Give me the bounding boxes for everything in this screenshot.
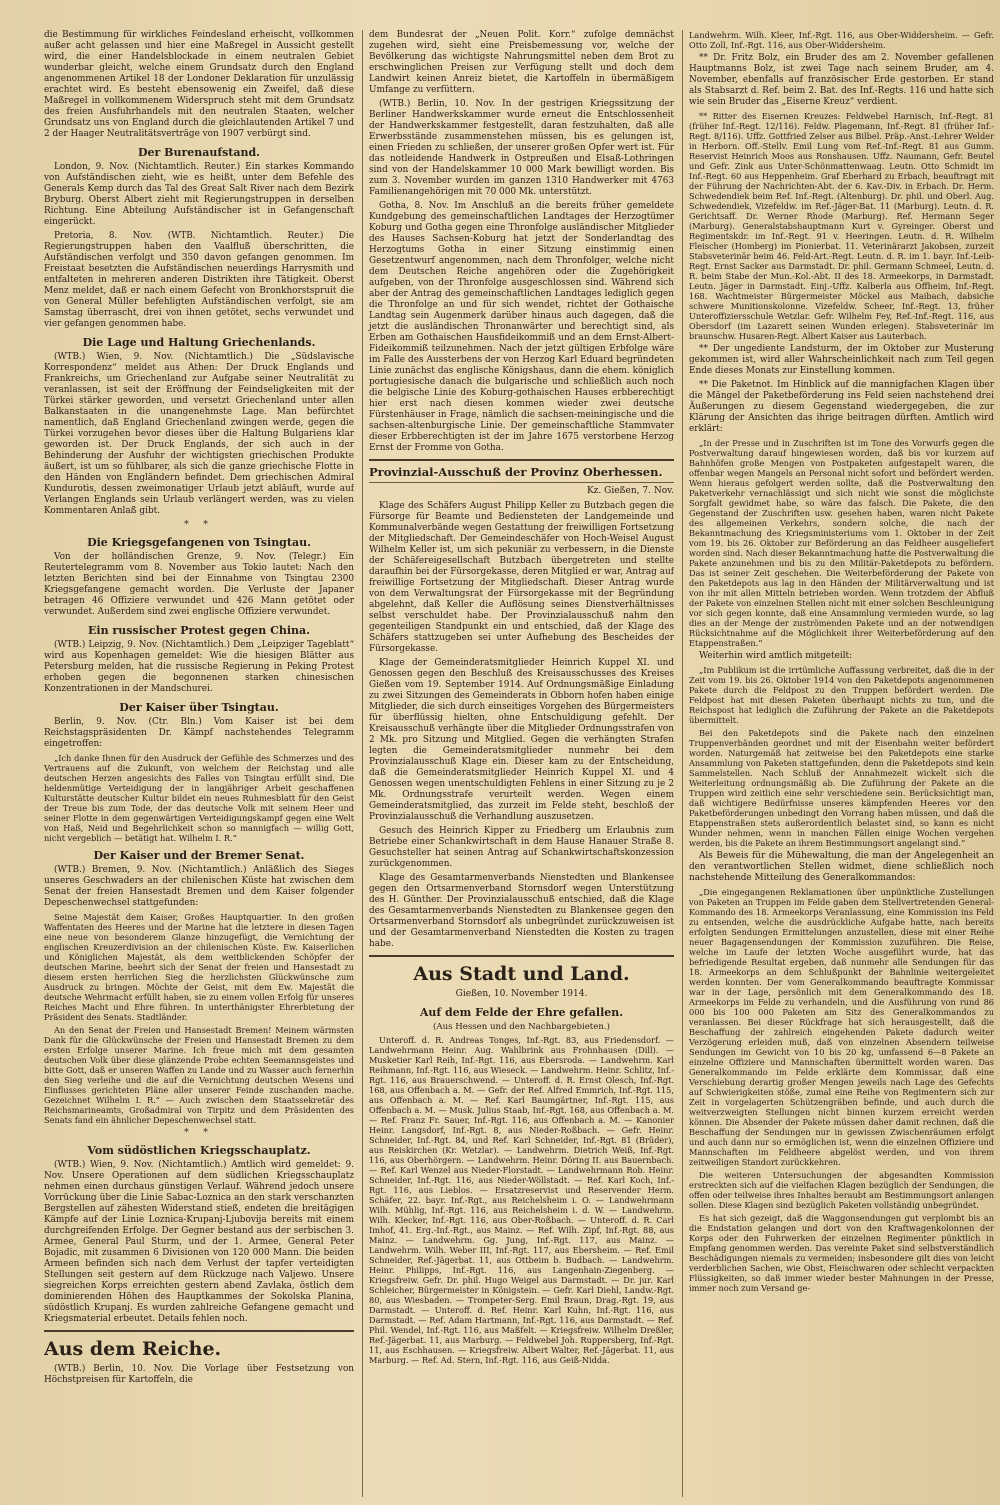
article-paragraph: (WTB.) Wien, 9. Nov. (Nichtamtlich.) Die „Südslavische Korrespondenz“ meldet aus Athen: Der Druck Englands und Frankreichs, um Griechenland zur Aufgabe seiner Neutralität zu veranlassen, ist seit der Eröffnung der Feindseligkeiten mit der Türkei stärker geworden, und versetzt Griechenland unter allen Balkanstaaten in die unangenehmste Lage. Man befürchtet namentlich, daß England Griechenland zwingen werde, gegen die Türkei vorzugehen bevor dieses über die Haltung Bulgariens klar geworden ist. Der Druck Englands, der sich auch in der Behinderung der Ausfuhr der wichtigsten griechischen Produkte äußert, ist um so fühlbarer, als sich die ganze griechische Flotte in den Händen von Engländern befindet. Dem griechischen Admiral Kundurotis, dessen zweimonatiger Urlaub jetzt abläuft, wurde auf Verlangen Englands sein Urlaub verlängert werden, was zu vielen Kommentaren Anlaß gibt. — [44, 352, 354, 516]
dateline: Gießen, 10. November 1914. — [455, 989, 588, 999]
article-paragraph: ** Dr. Fritz Bolz, ein Bruder des am 2. November gefallenen Hauptmanns Bolz, ist zwei Tage nach seinem Bruder, am 4. November, ebenfalls auf französischer Erde gestorben. Er stand als Stabsarzt d. Ref. beim 2. Bat. des Inf.-Regts. 116 und hatte sich wie sein Bruder das „Eiserne Kreuz“ verdient. — [689, 53, 994, 107]
article-paragraph: (WTB.) Wien, 9. Nov. (Nichtamtlich.) Amtlich wird gemeldet: 9. Nov. Unsere Operationen auf dem südlichen Kriegsschauplatz nehmen einen durchaus günstigen Verlauf. Während jedoch unsere Vorrückung über die Linie Sabac-Loznica an den stark verschanzten Bergstellen auf zähesten Widerstand stieß, endeten die breitägigen Kämpfe auf der Linie Loznica-Krupanj-Ljubovija bereits mit einem durchgreifenden Erfolge. Der Gegner bestand aus der serbischen 3. Armee, General Paul Sturm, und der 1. Armee, General Peter Bojadic, mit zusammen 6 Divisionen von 120 000 Mann. Die beiden Armeen befinden sich nach dem Verlust der tapfer verteidigten Stellungen seit gestern auf dem Rückzuge nach Valjewo. Unsere siegreichen Korps erreichten gestern abend Zavlaka, östlich dem dominierenden Höhen des Hauptkammes der Sokolska Planina, südöstlich Krupanj. Es wurden zahlreiche Gefangene gemacht und Kriegsmaterial erbeutet. Details fehlen noch. — [44, 1160, 354, 1324]
quoted-text: Die weiteren Untersuchungen der abgesandten Kommission erstreckten sich auf die vielfachen Klagen bezüglich der Sendungen, die offen oder teilweise ihres Inhaltes beraubt am Bestimmungsort anlangen sollen. Diese Klagen sind bezüglich Paketen vollständig unbegründet. — [689, 1170, 994, 1210]
telegram-text: An den Senat der Freien und Hansestadt Bremen! Meinem wärmsten Dank für die Glückwünsche der Freien und Hansestadt Bremen zu dem ersten Erfolge unserer Marine. Ich freue mich mit dem gesamten deutschen Volk über diese glänzende Probe echten Seemannsgeistes und bitte Gott, daß er unseren Waffen zu Lande und zu Wasser auch fernerhin den Sieg verleihe und die auf die Vernichtung deutschen Wesens und Einflusses gerichteten Pläne aller unserer Feinde zuschanden mache. Gezeichnet Wilhelm I. R.“ — Auch zwischen dem Staatssekretär des Reichsmarineamts, Großadmiral von Tirpitz und dem Präsidenten des Senats fand ein ähnlicher Depeschenwechsel statt. — [44, 1025, 354, 1125]
section-rule — [369, 459, 674, 461]
article-paragraph: Von der holländischen Grenze, 9. Nov. (Telegr.) Ein Reutertelegramm vom 8. November aus Tokio lautet: Nach den letzten Berichten sind bei der Einnahme von Tsingtau 2300 Kriegsgefangene gemacht worden. Die Verluste der Japaner betragen 46 Offiziere verwundet und 426 Mann getötet oder verwundet. Außerdem sind zwei englische Offiziere verwundet. — [44, 552, 354, 617]
quoted-text: Bei den Paketdepots sind die Pakete nach den einzelnen Truppenverbänden geordnet und mit der Eisenbahn weiter befördert worden. Naturgemäß hat zeitweise bei den Paketdepots eine starke Ansammlung von Paketen stattgefunden, denn die Paketdepots sind kein Sammelstellen. Nach Schluß der Annahmezeit wickelt sich die Weiterleitung ordnungsmäßig ab. Die Zuführung der Pakete an die Truppen wird zeitlich eine sehr verschiedene sein. Berücksichtigt man, daß wichtigere Bedürfnisse unseres kämpfenden Heeres vor den Paketbeförderungen unbedingt den Vorrang haben müssen, und daß die Etappenstraßen stets außerordentlich belastet sind, so kann es nicht Wunder nehmen, wenn in manchen Fällen einige Wochen vergehen werden, bis die Pakete an ihrem Bestimmungsort angelangt sind.“ — [689, 728, 994, 848]
article-paragraph: London, 9. Nov. (Nichtamtlich. Reuter.) Ein starkes Kommando von Aufständischen zieht, wie es heißt, unter dem Befehle des Generals Kemp durch das Tal des Great Salt River nach dem Bezirk Bryburg. Oberst Albert zieht mit Regierungstruppen in derselben Richtung. Eine Abteilung Aufständischer ist in Gefangenschaft eingerückt. — [44, 162, 354, 227]
headline-suedoestlich: Vom südöstlichen Kriegsschauplatz. — [87, 1144, 311, 1157]
headline-kaiser-tsingtau: Der Kaiser über Tsingtau. — [119, 701, 279, 714]
casualty-list: Landwehrm. Wilh. Kleer, Inf.-Rgt. 116, aus Ober-Widdersheim. — Gefr. Otto Zoll, Inf.-Rgt. 116, aus Ober-Widdersheim. — [689, 30, 994, 50]
article-paragraph: Gesuch des Heinrich Kipper zu Friedberg um Erlaubnis zum Betriebe einer Schankwirtschaft in dem Hause Hanauer Straße 8. Gesuchsteller hat seinen Antrag auf Schankwirtschaftskonzession zurückgenommen. — [369, 826, 674, 869]
headline-bremer-senat: Der Kaiser und der Bremer Senat. — [93, 849, 305, 862]
article-paragraph: Pretoria, 8. Nov. (WTB. Nichtamtlich. Reuter.) Die Regierungstruppen haben den Vaalfluß überschritten, die Aufständischen verfolgt und 350 davon gefangen genommen. Im Freistaat besetzten die Aufständischen neuerdings Harrysmith und entfalteten in mehreren anderen Distrikten ihre Tätigkeit. Oberst Menz meldet, daß er nach einem Gefecht von Bronkhorstspruit die von General Müller befehligten Aufständischen verfolgt, sie am Samstag überrascht, drei von ihnen getötet, sechs verwundet und vier gefangen genommen habe. — [44, 231, 354, 329]
quoted-text: „In der Presse und in Zuschriften ist im Tone des Vorwurfs gegen die Postverwaltung darauf hingewiesen worden, daß bis vor kurzem auf Bahnhöfen große Mengen von Postpaketen aufgestapelt waren, die offenbar wegen Mangels an Personal nicht sofort und befördert werden. Wenn hieraus gefolgert werden sollte, daß die Postverwaltung den Paketverkehr vernachlässigt und sich nicht wie sonst die möglichste Sorgfalt gewidmet habe, so wäre das falsch. Die Pakete, die den Gegenstand der Zuschriften usw. gesehen haben, waren nicht Pakete des allgemeinen Verkehrs, sondern solche, die nach der Bekanntmachung des Kriegsministeriums vom 1. Oktober in der Zeit vom 19. bis 26. Oktober zur Beförderung an das Feldheer ausgeliefert worden sind. Nach dieser Bekanntmachung hatte die Postverwaltung die Pakete anzunehmen und bis zu den Militär-Paketdepots zu befördern. Das ist seiner Zeit geschehen. Die Weiterbeförderung der Pakete von den Paketdepots aus lag in den Händen der Militärverwaltung und ist von ihr mit allen Mitteln betrieben worden. Wenn trotzdem der Abfluß der Pakete von einzelnen Stellen nicht mit einer solchen Beschleunigung vor sich gegen konnte, daß eine Ansammlung vermieden wurde, so lag dies an der Menge der zuströmenden Pakete und an der notwendigen Rücksichtnahme auf die Möglichkeit ihrer Weiterbeförderung auf den Etappenstraßen.“ — [689, 438, 994, 648]
section-rule — [44, 1330, 354, 1332]
article-paragraph: (WTB.) Leipzig, 9. Nov. (Nichtamtlich.) Dem „Leipziger Tageblatt“ wird aus Kopenhagen gemeldet: Wie die hiesigen Blätter aus Petersburg melden, hat die russische Regierung in Peking Protest erhoben gegen die begonnenen starken chinesischen Konzentrationen in der Mandschurei. — [44, 640, 354, 694]
article-paragraph: Klage des Gesamtarmenverbands Nienstedten und Blankensee gegen den Ortsarmenverband Stornsdorf wegen Unterstützung des H. Günther. Der Provinzialausschuß entschied, daß die Klage des Gesamtarmenverbands Nienstedten zu Blankensee gegen den Ortsarmenverband Stornsdorf als unbegründet zurückzuweisen ist und der Gesamtarmenverband Nienstedten die Kosten zu tragen habe. — [369, 873, 674, 949]
telegram-text: Seine Majestät dem Kaiser, Großes Hauptquartier. In den großen Waffentaten des Heeres und der Marine hat die letztere in diesen Tagen eine neue von besonderem Glanze hinzugefügt, die Vernichtung der englischen Kreuzerdivision an der chilenischen Küste. Ew. Kaiserlichen und Königlichen Majestät, als dem weitblickenden Schöpfer der deutschen Marine, beehrt sich der Senat der freien und Hansestadt zu diesem ersten herrlichen Sieg die herzlichsten Glückwünsche zum Ausdruck zu bringen. Möchte der Geist, mit dem Ew. Majestät die deutsche Wehrmacht erfüllt haben, sie zu einem vollen Erfolg für unseres Reiches Macht und Ehre führen. In unterthänigster Ehrerbietung der Präsident des Senats. Stadtländer. — [44, 912, 354, 1022]
subheadline: (Aus Hessen und den Nachbargebieten.) — [433, 1022, 610, 1032]
article-paragraph: Weiterhin wird amtlich mitgeteilt: — [699, 651, 853, 661]
quoted-text: „Im Publikum ist die irrtümliche Auffassung verbreitet, daß die in der Zeit vom 19. bis 26. Oktober 1914 von den Paketdepots angenommenen Pakete durch die Feldpost zu den Truppen befördert werden. Die Feldpost hat mit diesen Paketen überhaupt nichts zu tun, und die Reichspost hat lediglich die Zuführung der Pakete an die Paketdepots übermittelt. — [689, 665, 994, 725]
headline-burenaufstand: Der Burenaufstand. — [137, 146, 261, 159]
section-rule — [369, 482, 674, 483]
article-paragraph: (WTB.) Berlin, 10. Nov. Die Vorlage über Festsetzung von Höchstpreisen für Kartoffeln, die — [44, 1364, 354, 1385]
headline-kriegsgefangene: Die Kriegsgefangenen von Tsingtau. — [87, 536, 311, 549]
quoted-text: Es hat sich gezeigt, daß die Waggonsendungen gut verplombt bis an die Endstation gelangen und dort von den Kraftwagenkolonnen der Korps oder den Fuhrwerken der einzelnen Regimenter pünktlich in Empfang genommen werden. Das vereinte Paket sind selbstverständlich Beschädigungen niemals zu vermeiden; insbesondere gilt dies von leicht verderblichen Sachen, wie Obst, Fleischwaren oder schlecht verpackten Flüssigkeiten, so daß immer wieder bester Mahnungen in der Presse, immer noch zum Versand ge- — [689, 1213, 994, 1293]
quoted-text: „Die eingegangenen Reklamationen über unpünktliche Zustellungen von Paketen an Truppen im Felde gaben dem Stellvertretenden General-Kommando des 18. Armeekorps Veranlassung, eine Kommission ins Feld zu entsenden, welche die ausdrückliche Aufgabe hatte, nach bereits erfolgten Sendungen Ermittelungen anzustellen, diese mit einer Reihe neuer Bagagensendungen der Kommission zuzuführen. Die Reise, welche im Laufe der letzten Woche ausgeführt wurde, hat das befriedigende Resultat ergeben, daß nunmehr alle Sendungen für das 18. Armeekorps an dem Schlußpunkt der Bahnlinie weitergeleitet werden konnten. Der vom Generalkommando beauftragte Kommissar war in der Lage, persönlich mit dem Generalkommando des 18. Armeekorps im Felde zu verhandeln, und die Ausführung von rund 86 000 bis 100 000 Paketen am Sitz des Generalkommandos zu veranlassen. Bei dieser Rückfrage hat sich herausgestellt, daß die Beschaffung der zahlreich eingehenden Pakete dadurch weiter Verzögerung erleiden muß, daß von einzelnen Absendern teilweise Sendungen im Gewicht von 10 bis 20 kg, umfassend 6—8 Pakete an einzelne Offiziere und Mannschaften übermittelt worden waren. Das Generalkommando im Felde erklärte dem Kommissar, daß eine Verschiebung derartig großer Mengen jeweils nach Lage des Gefechts auf Schwierigkeiten stöße, zumal eine Reihe von Regimentern sich zur Zeit in vorgelagerten Schützengräben befinde, und auch durch die weitverzweigten Stellungen nicht binnen kurzem erreicht werden können. Die Absender der Pakete müssen daher damit rechnen, daß die Beschaffung der Sendungen nur in gewissen Zwischenräumen erfolgt und auch dann nur so ermöglichen ist, wenn die einzelnen Offiziere und Mannschaften im Feldheere abgelöst werden, und von ihrem zeitweiligen Standort zurückkehren. — [689, 887, 994, 1167]
dateline: Kz. Gießen, 7. Nov. — [586, 486, 674, 496]
headline-aus-dem-reiche: Aus dem Reiche. — [44, 1338, 222, 1360]
headline-griechenland: Die Lage und Haltung Griechenlands. — [82, 336, 316, 349]
article-paragraph: (WTB.) Berlin, 10. Nov. In der gestrigen Kriegssitzung der Berliner Handwerkskammer wurde erneut die Entschlossenheit der Handwerkskammer festgestellt, daran festzuhalten, daß alle Erwerbsstände zusammenstehen müssen, bis es gelungen ist, einen Frieden zu schließen, der unserer großen Opfer wert ist. Für das notleidende Handwerk in Ostpreußen und Elsaß-Lothringen sind von der Handelskammer 10 000 Mark bewilligt worden. Bis zum 3. November wurden im ganzen 1310 Handwerker mit 4763 Familienangehörigen mit 70 000 Mk. unterstützt. — [369, 99, 674, 197]
article-paragraph: ** Ritter des Eisernen Kreuzes: Feldwebel Harnisch, Inf.-Regt. 81 (früher Inf.-Regt. 12/116). Feldw. Plagemann, Inf.-Regt. 81 (früher Inf.-Regt. 8/116). Uffz. Gottfried Zelser aus Bilbel. Präp.-Anst.-Lehrer Welder in Herborn. Off.-Stellv. Emil Lung vom Ref.-Inf.-Regt. 81 aus Gumm. Reservist Heinrich Moos aus Ronshausen. Uffz. Naumann, Gefr. Beutel und Gefr. Zink aus Unter-Schönmattenwaag. Leutn. Otto Schmidt im Inf.-Regt. 60 aus Heppenheim. Graf Eberhard zu Erbach, beauftragt mit der Führung der Nachrichten-Abt. der 6. Kav.-Div. in Erbach. Dr. Herm. Schwedendiek beim Ref. Inf.-Regt. (Altenburg). Dr. phil. und Oberl. Aug. Schwedendiek, Vizefeldw. im Ref.-Jäger-Bat. 11 (Marburg). Leutn. d. R. Gerichtsaff. Dr. Werner Rhode (Marburg). Ref. Hermann Seger (Marburg). Generalstabshauptmann Kurt v. Gyreinger. Oberst und Regimentskdr. im Inf.-Regt. 91 v. Heeringen. Leutn. d. R. Wilhelm Fleischer (Homberg) im Pionierbat. 11. Veterinärarzt Jakobsen, zurzeit Stabsveterinär beim 46. Feld-Art.-Regt. Leutn. d. R. im 1. bayr. Inf.-Leib-Regt. Ernst Sacker aus Darmstadt. Dr. phil. Germann Schmeel, Leutn. d. R. beim Stabe der Mun.-Kol.-Abt. II des 18. Armeekorps, in Darmstadt. Leutn. Jäger in Darmstadt. Einj.-Uffz. Kalberla aus Offheim, Inf.-Regt. 168. Wachtmeister Bürgermeister Möckel aus Maibach, dabsiche schwere Munitionskolonne. Vizefeldw. Scheer, Inf.-Regt. 13, früher Unteroffiziersschule Wetzlar. Gefr. Wilhelm Fey, Ref.-Inf.-Regt. 116, aus Obersdorf (im Lazarett seinen Wunden erlegen). Stabsveterinär im braunschw. Husaren-Regt. Albert Kaiser aus Lauterbach. — [689, 111, 994, 341]
column-3 — [682, 30, 994, 1497]
article-paragraph: ** Der ungediente Landsturm, der im Oktober zur Musterung gekommen ist, wird aller Wahrscheinlichkeit nach zum Teil gegen Ende dieses Monats zur Einstellung kommen. — [689, 344, 994, 376]
telegram-text: „Ich danke Ihnen für den Ausdruck der Gefühle des Schmerzes und des Vertrauens auf die Zukunft, von welchem der Reichstag und alle deutschen Herzen angesichts des Falles von Tsingtau erfüllt sind. Die heldenmütige Verteidigung der in langjähriger Arbeit geschaffenen Kulturstätte deutscher Kultur bildet ein neues Ruhmesblatt für den Geist der Treue bis zum Tode, der das deutsche Volk mit seinem Heer und seiner Flotte in dem gegenwärtigen Verteidigungskampf gegen eine Welt von Haß, Neid und Begehrlichkeit schon so mannigfach — willig Gott, nicht vergeblich — betätigt hat. Wilhelm I. R.“ — [44, 753, 354, 843]
casualty-list: Unteroff. d. R. Andreas Tonges, Inf.-Rgt. 83, aus Friedensdorf. — Landwehrmann Heinr. Aug. Wahlbrink aus Frohnhausen (Dill). — Musketier Karl Reih, Inf.-Rgt. 116, aus Ebersroda. — Landwehrm. Karl Reihmann, Inf.-Rgt. 116, aus Wieseck. — Landwehrm. Heinr. Schlitz, Inf.-Rgt. 116, aus Brauerschwend. — Unteroff. d. R. Ernst Olesch, Inf.-Rgt. 168, aus Offenbach a. M. — Gefr. der Ref. Alfred Emmrich, Inf.-Rgt. 115, aus Offenbach a. M. — Ref. Karl Baumgärtner, Inf.-Rgt. 115, aus Offenbach a. M. — Musk. Julius Staab, Inf.-Rgt. 168, aus Offenbach a. M. — Ref. Franz Fr. Sauer, Inf.-Rgt. 116, aus Offenbach a. M. — Kanonier Heinr. Langsdorf, Inf.-Rgt. 8, aus Nieder-Roßbach. — Gefr. Heinr. Schneider, Inf.-Rgt. 84, und Ref. Karl Schneider, Inf.-Rgt. 81 (Brüder), aus Reiskirchen (Kr. Wetzlar). — Landwehrm. Dietrich Weiß, Inf.-Rgt. 116, aus Oberhörgern. — Landwehrm. Heinr. Döring II. aus Bauernbach. — Ref. Karl Wenzel aus Nieder-Florstadt. — Landwehrmann Rob. Heinr. Schneider, Inf.-Rgt. 116, aus Nieder-Wöllstadt. — Ref. Karl Koch, Inf.-Rgt. 116, aus Lieblos. — Ersatzreservist und Reservender Herm. Schäfer, 22. bayr. Inf.-Rgt., aus Reichelsheim i. O. — Landwehrmann Wilh. Mühlig, Inf.-Rgt. 116, aus Reichelsheim i. d. W. — Landwehrm. Wilh. Klecker, Inf.-Rgt. 116, aus Ober-Roßbach. — Unteroff. d. R. Carl Imhof, 41. Erg.-Inf.-Rgt., aus Mainz. — Ref. Wilh. Zipf, Inf.-Rgt. 88, aus Mainz. — Landwehrm. Gg. Jung, Inf.-Rgt. 117, aus Mainz. — Landwehrm. Wilh. Weber III, Inf.-Rgt. 117, aus Ebersheim. — Ref. Emil Schneider, Ref.-Jägerbat. 11, aus Ottbeim b. Budbach. — Landwehrm. Heinr. Philipps, Inf.-Rgt. 116, aus Langenhain-Ziegenberg. — Kriegsfreiw. Gefr. Dr. phil. Hugo Weigel aus Darmstadt. — Dr. jur. Karl Schleicher, Bürgermeister in Königstein. — Gefr. Karl Diehl, Landw.-Rgt. 80, aus Wiesbaden. — Trompeter-Serg. Emil Braun, Drag.-Rgt. 19, aus Darmstadt. — Unteroff. d. Ref. Heinr. Karl Kuhn, Inf.-Rgt. 116, aus Darmstadt. — Ref. Adam Hartmann, Inf.-Rgt. 116, aus Darmstadt. — Ref. Phil. Wendel, Inf.-Rgt. 116, aus Maßfelt. — Kriegsfreiw. Wilhelm Dreßler, Ref.-Jägerbat. 11, aus Marburg. — Feldwebel Joh. Ruppersberg, Inf.-Rgt. 11, aus Eschhausen. — Kriegsfreiw. Albert Walter, Ref.-Jägerbat. 11, aus Marburg. — Ref. Ad. Stern, Inf.-Rgt. 116, aus Geiß-Nidda. — [369, 1035, 674, 1365]
section-separator: * * — [184, 1128, 214, 1138]
column-1 — [44, 30, 354, 1497]
headline-provinzial-ausschuss: Provinzial-Ausschuß der Provinz Oberhessen. — [369, 465, 663, 479]
headline-protest: Ein russischer Protest gegen China. — [88, 624, 310, 637]
article-paragraph: Klage der Gemeinderatsmitglieder Heinrich Kuppel XI. und Genossen gegen den Beschluß des Kreisausschusses des Kreises Gießen vom 19. September 1914. Auf Ordnungsmäßige Einladung zu zwei Sitzungen des Gemeinderats in Obborn hofen haben einige Mitglieder, die sich durch einseitiges Vorgehen des Bürgermeisters für überflüssig hielten, ohne Entschuldigung gefehlt. Der Kreisausschuß verhängte über die Mitglieder Ordnungsstrafen von 2 Mk. pro Sitzung und Mitglied. Gegen die verhängten Strafen legten die Gemeinderatsmitglieder nunmehr bei dem Provinzialausschuß Klage ein. Dieser kam zu der Entscheidung, daß die Gemeinderatsmitglieder Heinrich Kuppel XI. und 4 Genossen wegen unentschuldigten Fehlens in einer Sitzung zu je 2 Mk. Ordnungsstrafe verurteilt werden. Wegen einem Gemeinderatsmitglied, das zurzeit im Felde steht, beschloß der Provinzialausschuß die Verhandlung auszusetzen. — [369, 658, 674, 822]
section-rule — [369, 955, 674, 957]
section-separator: * * — [184, 520, 214, 530]
headline-aus-stadt-und-land: Aus Stadt und Land. — [413, 963, 630, 985]
article-paragraph: Gotha, 8. Nov. Im Anschluß an die bereits früher gemeldete Kundgebung des gemeinschaftlichen Landtages der Herzogtümer Koburg und Gotha gegen eine Thronfolge ausländischer Mitglieder des Hauses Sachsen-Koburg hat jetzt der Sonderlandtag des Herzogtums Gotha in einer Sitzung einstimmig einen Gesetzentwurf angenommen, nach dem Thronfolger, welche nicht dem Deutschen Reiche angehören oder die Zugehörigkeit aufgeben, von der Thronfolge ausgeschlossen sind. Während sich aber der Antrag des gemeinschaftlichen Landtages lediglich gegen die Thronfolge an und für sich wendet, richtet der Gothaische Landtag sein Augenmerk darüber hinaus auch dagegen, daß die jetzt die ausländischen Thronanwärter und berechtigt sind, als Erben am Gothaischen Hausfideikommiß und an dem Ernst-Albert-Fideikommiß teilzunehmen. Nach der jetzt gültigen Erbfolge wäre im Falle des Aussterbens der von Herzog Karl Eduard begründeten Linie zunächst das englische Königshaus, dann die ehem. königlich portugiesische danach die bulgarische und schließlich auch noch die belgische Linie des Koburg-gothaischen Hauses erbberechtigt hier erst nach diesen kommen wieder zwei deutsche Fürstenhäuser in Frage, nämlich die sachsen-meiningische und die sachsen-altenburgische Linie. Der gemeinschaftliche Stammvater dieser Erbberechtigten ist der im Jahre 1675 verstorbene Herzog Ernst der Fromme von Gotha. — [369, 201, 674, 453]
article-paragraph: Berlin, 9. Nov. (Ctr. Bln.) Vom Kaiser ist bei dem Reichstagspräsidenten Dr. Kämpf nachstehendes Telegramm eingetroffen: — [44, 717, 354, 749]
article-paragraph: ** Die Paketnot. Im Hinblick auf die mannigfachen Klagen über die Mängel der Paketbeförderung ins Feld seien nachstehend drei Äußerungen zu diesem Gegenstand wiedergegeben, die zur Klärung der Ansichten das ihrige beitragen dürften. Amtlich wird erklärt: — [689, 380, 994, 434]
article-paragraph: Als Beweis für die Mühewaltung, die man der Angelegenheit an den verantwortlichen Stellen widmet, diene schließlich noch nachstehende Mitteilung des Generalkommandos: — [689, 851, 994, 883]
article-paragraph: (WTB.) Bremen, 9. Nov. (Nichtamtlich.) Anläßlich des Sieges unseres Geschwaders an der chilenischen Küste hat zwischen dem Senat der freien Hansestadt Bremen und dem Kaiser folgender Depeschenwechsel stattgefunden: — [44, 865, 354, 908]
article-paragraph: dem Bundesrat der „Neuen Polit. Korr.“ zufolge demnächst zugehen wird, sieht eine Preisbemessung vor, welche der Bevölkerung das wichtigste Nahrungsmittel neben dem Brot zu erschwinglichen Preisen zur Verfügung stellt und doch dem Landwirt keinen Anreiz bietet, die Kartoffeln in übermäßigem Umfange zu verfüttern. — [369, 30, 674, 95]
article-paragraph: Klage des Schäfers August Philipp Keller zu Butzbach gegen die Fürsorge für Beamte und Bediensteten der Landgemeinde und Kommunalverbände wegen Gestattung der freiwilligen Fortsetzung der Mitgliedschaft. Der Gemeindeschäfer von Hoch-Weisel August Wilhelm Keller ist, um sich pekuniär zu verbessern, in die Dienste der Schäfereigesellschaft Butzbach übergetreten und stellte daraufhin bei der Fürsorgekasse, deren Mitglied er war, Antrag auf freiwillige Fortsetzung der Mitgliedschaft. Dieser Antrag wurde von dem Verwaltungsrat der Fürsorgekasse mit der Begründung abgelehnt, daß Keller die Auflösung seines Dienstverhältnisses selbst verschuldet habe. Der Provinzialausschuß nahm den gegenteiligen Standpunkt ein und entschied, daß der Klage des Schäfers stattzugeben sei unter Aufhebung des Bescheides der Fürsorgekasse. — [369, 501, 674, 654]
headline-felde-der-ehre: Auf dem Felde der Ehre gefallen. — [419, 1006, 624, 1019]
column-2 — [362, 30, 674, 1497]
column-layout — [44, 30, 994, 1497]
article-paragraph: die Bestimmung für wirkliches Feindesland erheischt, vollkommen außer acht gelassen und hier eine Maßregel in Aussicht gestellt wird, die einer Handelsblockade in einem neutralen Gebiet wunderbar gleicht, welche einem Grundsatz durch den England angenommenen Artikel 18 der Londoner Deklaration für unzulässig erachtet wird. Es besteht ebensowenig ein Zweifel, daß diese Maßregel in vollkommenem Widerspruch steht mit dem Grundsatz des freien Ausfuhrhandels mit den neutralen Staaten, welcher Grundsatz uns von England durch die gleichlautenden Artikel 7 und 2 der Haager Neutralitätsverträge von 1907 verbürgt sind. — [44, 30, 354, 139]
